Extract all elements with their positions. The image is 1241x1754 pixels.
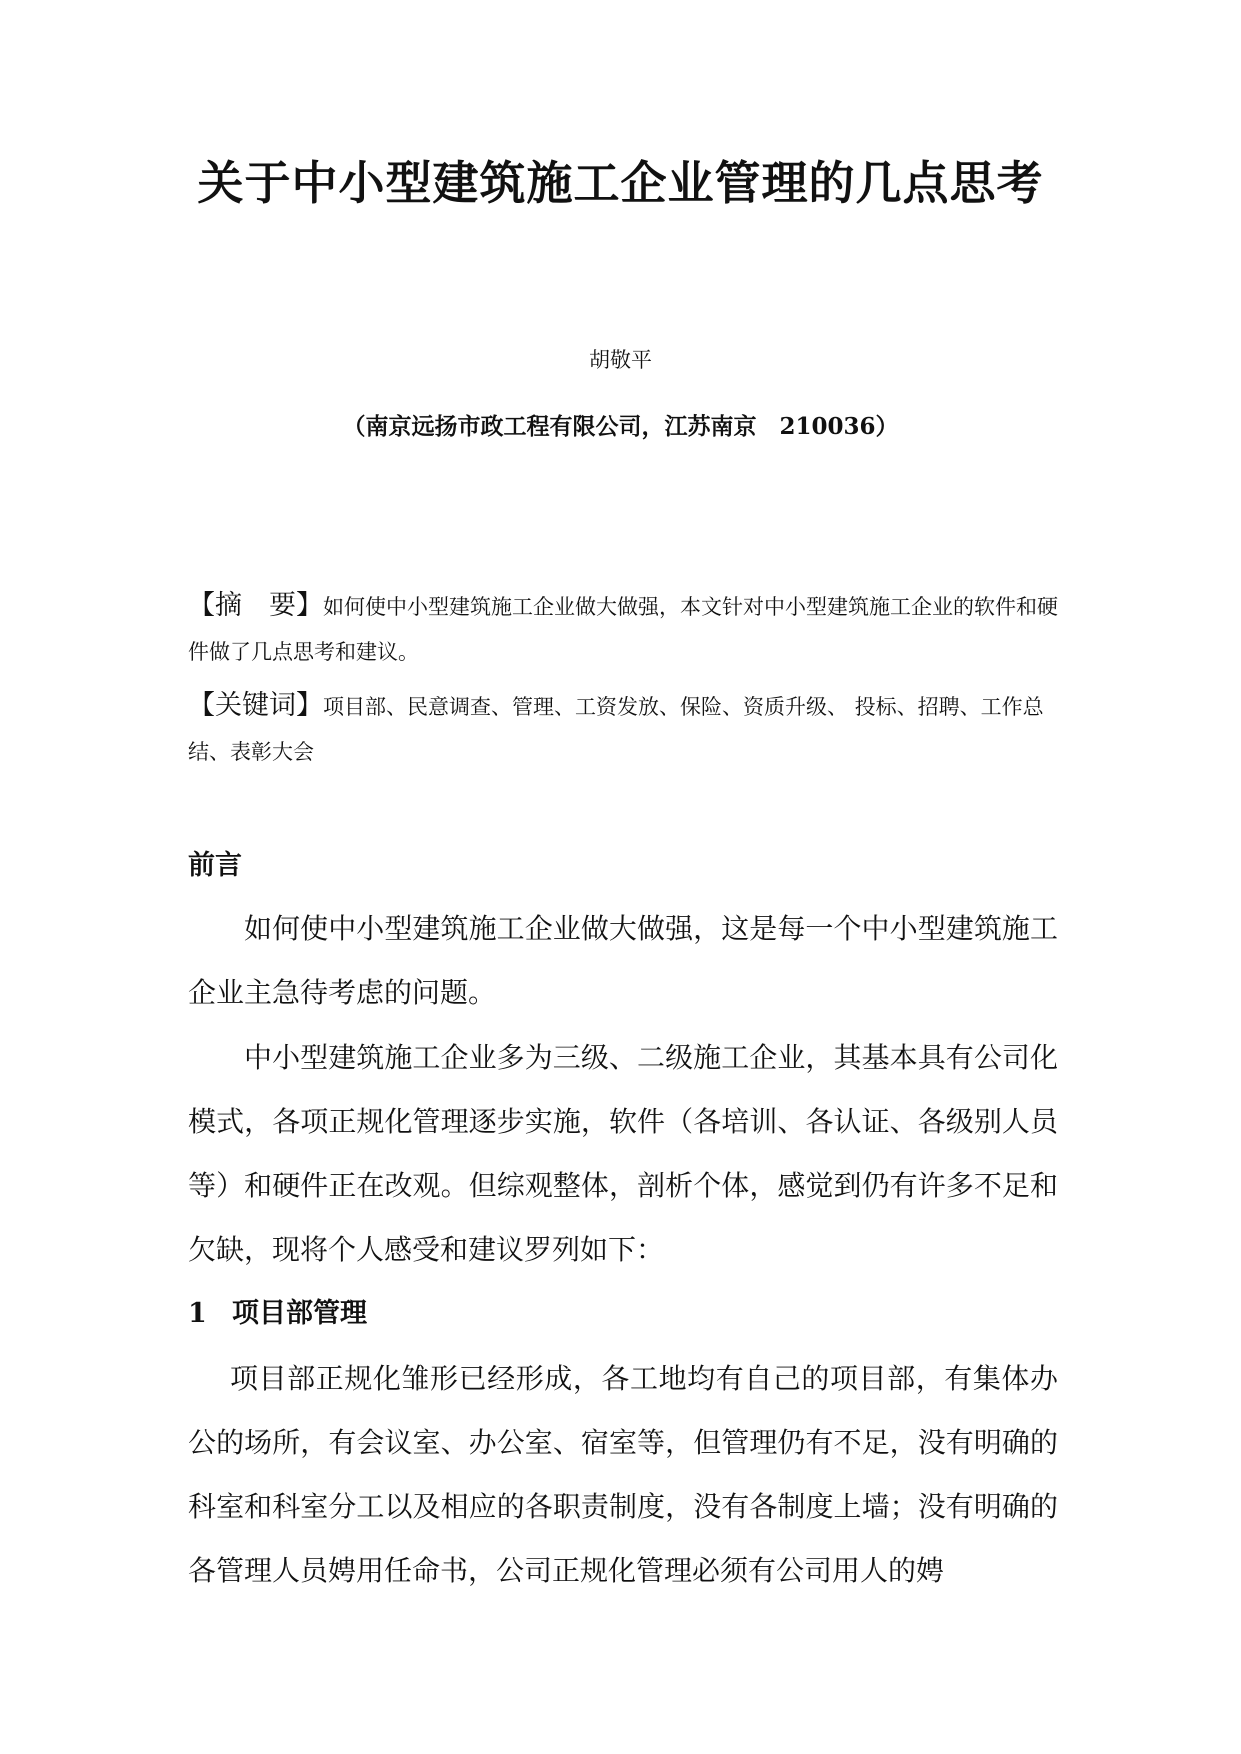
preface-heading: 前言 [188, 850, 242, 881]
section-1-heading [188, 1294, 367, 1334]
section-1-number: 1 [188, 1298, 207, 1329]
preface-paragraph-1: 如何使中小型建筑施工企业做大做强，这是每一个中小型建筑施工企业主急待考虑的问题。 [188, 912, 1058, 1009]
abstract-block [188, 583, 1058, 675]
keywords-tag: 【关键词】 [188, 690, 323, 721]
preface-paragraph-2: 中小型建筑施工企业多为三级、二级施工企业，其基本具有公司化模式，各项正规化管理逐步实施，软件（各培训、各认证、各级别人员等）和硬件正在改观。但综观整体，剖析个体，感觉到仍有许多不足和欠缺，现将个人感受和建议罗列如下： [188, 1041, 1058, 1266]
keywords-text: 项目部、民意调查、管理、工资发放、保险、资质升级、 投标、招聘、工作总结、表彰大会 [188, 695, 1044, 764]
document-title: 关于中小型建筑施工企业管理的几点思考 [197, 156, 1044, 210]
abstract-tag: 【摘 要】 [188, 590, 323, 621]
author-affiliation: （南京远扬市政工程有限公司，江苏南京 210036） [342, 413, 899, 440]
abstract-text: 如何使中小型建筑施工企业做大做强，本文针对中小型建筑施工企业的软件和硬件做了几点思考和建议。 [188, 595, 1058, 664]
section-1-paragraph: 项目部正规化雏形已经形成，各工地均有自己的项目部，有集体办公的场所，有会议室、办公室、宿室等，但管理仍有不足，没有明确的科室和科室分工以及相应的各职责制度，没有各制度上墙；没有明确的各管理人员娉用任命书，公司正规化管理必须有公司用人的娉 [188, 1362, 1058, 1587]
section-1-title: 项目部管理 [232, 1298, 367, 1329]
author-name: 胡敬平 [589, 348, 652, 372]
keywords-block [188, 683, 1058, 775]
